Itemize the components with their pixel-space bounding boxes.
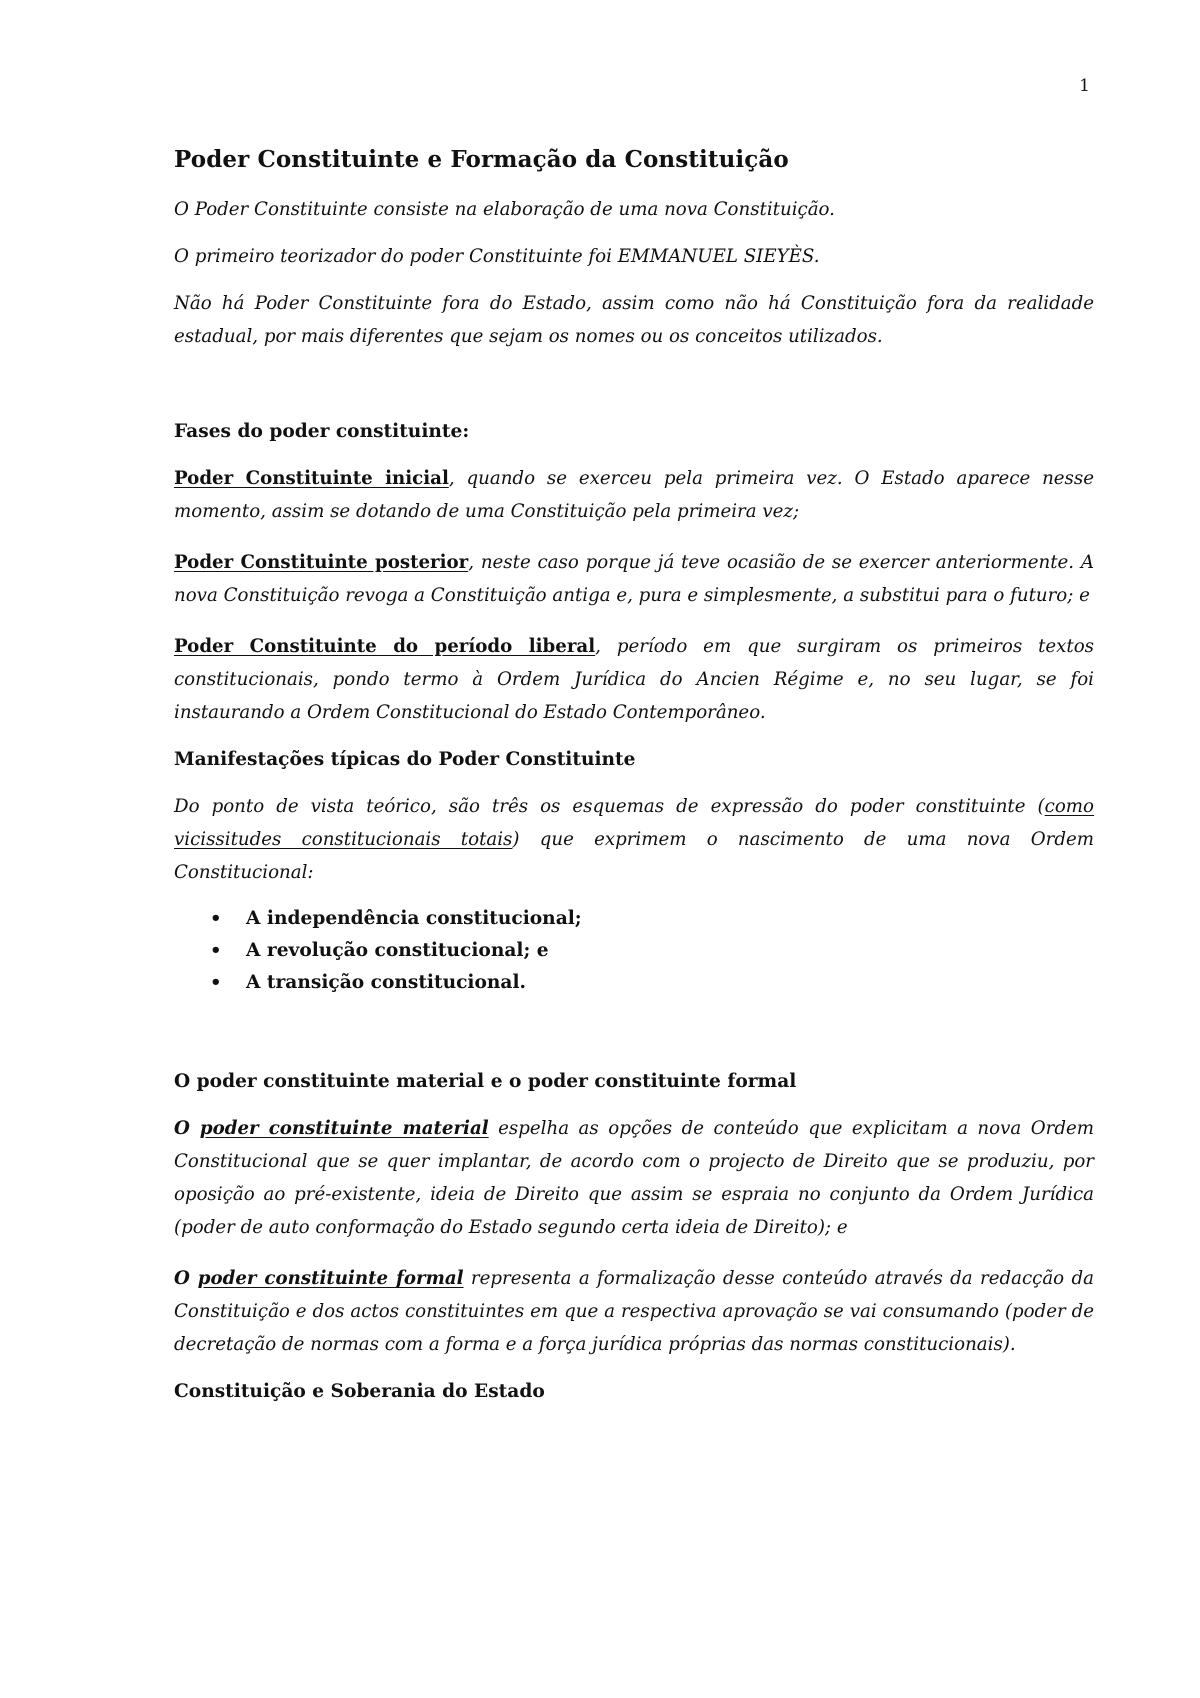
document-title: Poder Constituinte e Formação da Constituição bbox=[174, 146, 789, 173]
fase-term: Poder Constituinte posterior bbox=[174, 552, 469, 573]
fase-item-liberal bbox=[174, 630, 1094, 729]
spacer bbox=[174, 353, 1094, 415]
bullet-icon: • bbox=[210, 972, 222, 993]
manifestacoes-bullet-list bbox=[174, 903, 1094, 999]
intro-paragraph-3: Não há Poder Constituinte fora do Estado, assim como não há Constituição fora da realidade estadual, por mais diferentes que sejam os nomes ou os conceitos utilizados. bbox=[174, 293, 1094, 347]
material-lead: O bbox=[174, 1118, 200, 1139]
bullet-icon: • bbox=[210, 940, 222, 961]
intro-paragraph-2: O primeiro teorizador do poder Constituinte foi EMMANUEL SIEYÈS. bbox=[174, 246, 820, 267]
manifestacoes-text-before: Do ponto de vista teórico, são três os esquemas de expressão do poder constituinte ( bbox=[174, 796, 1045, 817]
document-body bbox=[174, 146, 1094, 1408]
manifestacoes-paragraph bbox=[174, 790, 1094, 889]
page-number: 1 bbox=[1079, 76, 1090, 96]
manifestacoes-text-underlined: como vicissitudes constitucionais totais bbox=[174, 796, 1094, 850]
soberania-heading: Constituição e Soberania do Estado bbox=[174, 1381, 545, 1402]
intro-paragraph-1: O Poder Constituinte consiste na elaboração de uma nova Constituição. bbox=[174, 199, 835, 220]
formal-paragraph bbox=[174, 1262, 1094, 1361]
spacer bbox=[174, 999, 1094, 1065]
manifestacoes-text-after: ) que exprimem o nascimento de uma nova Ordem Constitucional: bbox=[174, 829, 1094, 883]
fase-text: , neste caso porque já teve ocasião de se exercer anteriormente. A nova Constituição revoga a Constituição antiga e, pura e simplesmente, a substitui para o futuro; e bbox=[174, 552, 1094, 606]
list-item: • A independência constitucional; bbox=[174, 903, 1094, 935]
manifestacoes-heading: Manifestações típicas do Poder Constituinte bbox=[174, 749, 636, 770]
material-paragraph bbox=[174, 1112, 1094, 1244]
material-formal-heading: O poder constituinte material e o poder constituinte formal bbox=[174, 1071, 797, 1092]
fase-text: , período em que surgiram os primeiros textos constitucionais, pondo termo à Ordem Jurídica do Ancien Régime e, no seu lugar, se foi instaurando a Ordem Constitucional do Estado Contemporâneo. bbox=[174, 636, 1094, 723]
bullet-icon: • bbox=[210, 908, 222, 929]
fase-item-inicial bbox=[174, 462, 1094, 528]
fase-term: Poder Constituinte inicial bbox=[174, 468, 449, 489]
list-item: • A transição constitucional. bbox=[174, 967, 1094, 999]
formal-lead: O bbox=[174, 1268, 198, 1289]
fases-heading: Fases do poder constituinte: bbox=[174, 421, 470, 442]
formal-text: representa a formalização desse conteúdo através da redacção da Constituição e dos actos constituintes em que a respectiva aprovação se vai consumando (poder de decretação de normas com a forma e a força jurídica próprias das normas constitucionais). bbox=[174, 1268, 1094, 1355]
fase-text: , quando se exerceu pela primeira vez. O Estado aparece nesse momento, assim se dotando de uma Constituição pela primeira vez; bbox=[174, 468, 1094, 522]
list-item: • A revolução constitucional; e bbox=[174, 935, 1094, 967]
fase-term: Poder Constituinte do período liberal bbox=[174, 636, 596, 657]
material-text: espelha as opções de conteúdo que explicitam a nova Ordem Constitucional que se quer implantar, de acordo com o projecto de Direito que se produziu, por oposição ao pré-existente, ideia de Direito que assim se espraia no conjunto da Ordem Jurídica (poder de auto conformação do Estado segundo certa ideia de Direito); e bbox=[174, 1118, 1094, 1238]
material-term: poder constituinte material bbox=[199, 1118, 489, 1139]
fase-item-posterior bbox=[174, 546, 1094, 612]
formal-term: poder constituinte formal bbox=[197, 1268, 464, 1289]
